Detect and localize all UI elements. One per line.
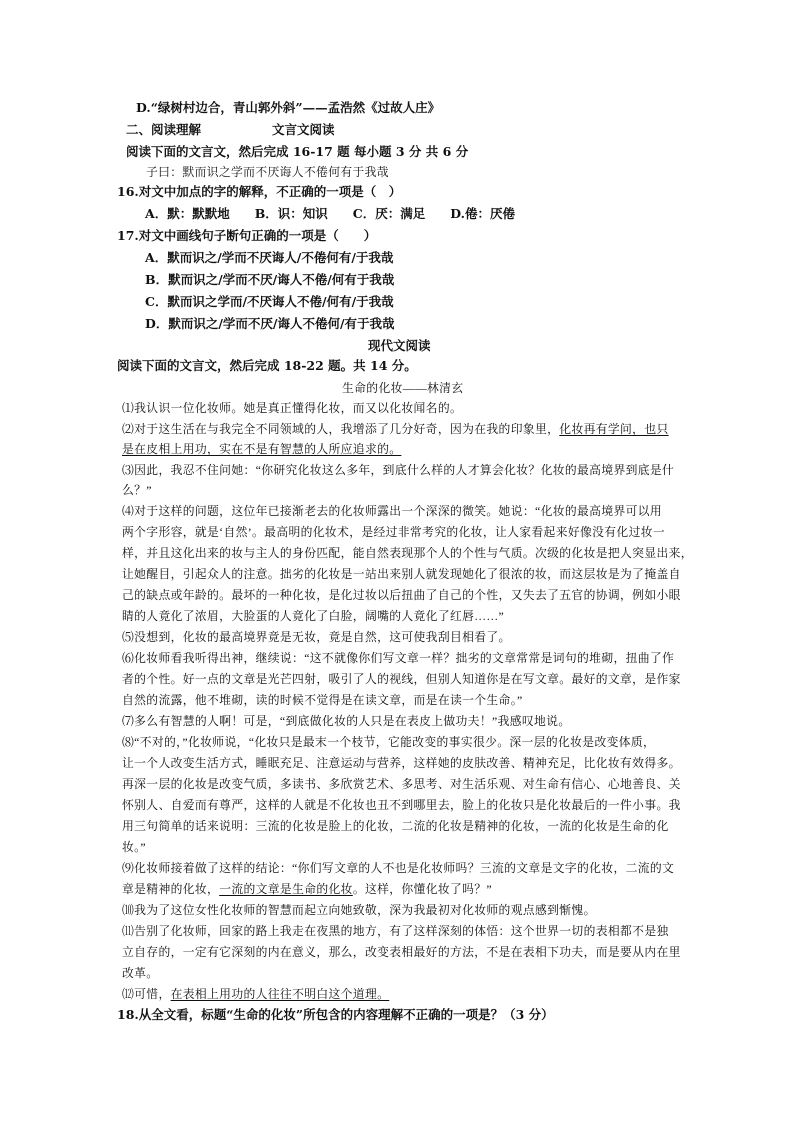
paragraph-1: ⑴我认识一位化妆师。她是真正懂得化妆，而又以化妆闻名的。 <box>122 401 463 415</box>
question-16: 16.对文中加点的字的解释，不正确的一项是（ ） <box>117 184 402 199</box>
q17-option: D．默而识之/学而不厌/诲人不倦何/有于我哉 <box>145 316 395 331</box>
paragraph-4: 样，并且这化出来的妆与主人的身份匹配，能自然表现那个人的个性与气质。次级的化妆是把人突显出来， <box>122 546 693 560</box>
paragraph-8: ⑻“不对的，”化妆师说，“化妆只是最末一个枝节，它能改变的事实很少。深一层的化妆是改变体质， <box>122 735 656 749</box>
paragraph-6: ⑹化妆师看我听得出神，继续说：“这不就像你们写文章一样？拙劣的文章常常是词句的堆砌，扭曲了作 <box>122 651 675 665</box>
paragraph-5: ⑸没想到，化妆的最高境界竟是无妆，竟是自然，这可使我刮目相看了。 <box>122 630 511 644</box>
paragraph-11: 改革。 <box>122 966 159 980</box>
paragraph-9: ⑼化妆师接着做了这样的结论：“你们写文章的人不也是化妆师吗？三流的文章是文字的化妆，二流的文 <box>122 861 675 875</box>
paragraph-4: 让她醒目，引起众人的注意。拙劣的化妆是一站出来别人就发现她化了很浓的妆，而这层妆是为了掩盖自 <box>122 567 681 581</box>
paragraph-3: 么？” <box>122 483 152 497</box>
paragraph-8: 用三句简单的话来说明：三流的化妆是脸上的化妆，二流的化妆是精神的化妆，一流的化妆是生命的化 <box>122 819 669 833</box>
paragraph-4: 己的缺点或年龄的。最坏的一种化妆，是化过妆以后扭曲了自己的个性，又失去了五官的协调，例如小眼 <box>122 588 681 602</box>
paragraph-6: 自然的流露，他不堆砌，读的时候不觉得是在读文章，而是在读一个生命。” <box>122 693 523 707</box>
paragraph-6: 者的个性。好一点的文章是光芒四射，吸引了人的视线，但别人知道你是在写文章。最好的文章，是作家 <box>122 672 681 686</box>
q17-option: C．默而识之学而/不厌诲人不倦/何有/于我哉 <box>145 294 394 309</box>
paragraph-8: 怀别人、自爱而有尊严，这样的人就是不化妆也丑不到哪里去，脸上的化妆只是化妆最后的一件小事。我 <box>122 798 681 812</box>
paragraph-11: ⑾告别了化妆师，回家的路上我走在夜黑的地方，有了这样深刻的体悟：这个世界一切的表相都不是独 <box>122 924 669 938</box>
modern-heading: 现代文阅读 <box>368 338 431 353</box>
classical-heading: 文言文阅读 <box>272 122 335 137</box>
article-title: 生命的化妆——林清玄 <box>342 381 464 395</box>
underlined-sentence: 在表相上用功的人往往不明白这个道理。 <box>170 987 390 1001</box>
classical-passage: 子曰：默而识之学而不厌诲人不倦何有于我哉 <box>146 165 389 179</box>
paragraph-4: ⑷对于这样的问题，这位年已接渐老去的化妆师露出一个深深的微笑。她说：“化妆的最高境界可以用 <box>122 504 663 518</box>
option-d: D.“绿树村边合，青山郭外斜”——孟浩然《过故人庄》 <box>136 100 441 115</box>
paragraph-8: 让一个人改变生活方式，睡眠充足、注意运动与营养，这样她的皮肤改善、精神充足，比化妆有效得多。 <box>122 756 681 770</box>
paragraph-4: 两个字形容，就是‘自然’。最高明的化妆术，是经过非常考究的化妆，让人家看起来好像没有化过妆一 <box>122 525 666 539</box>
underlined-sentence: 化妆再有学问，也只 <box>559 422 669 436</box>
paragraph-8: 妆。” <box>122 840 146 854</box>
paragraph-10: ⑽我为了这位女性化妆师的智慧而起立向她致敬，深为我最初对化妆师的观点感到惭愧。 <box>122 903 596 917</box>
classical-instruction: 阅读下面的文言文，然后完成 16-17 题 每小题 3 分 共 6 分 <box>126 144 469 159</box>
paragraph-12: ⑿可惜，在表相上用功的人往往不明白这个道理。 <box>122 987 390 1001</box>
paragraph-3: ⑶因此，我忍不住问她：“你研究化妆这么多年，到底什么样的人才算会化妆？化妆的最高境界到底是什 <box>122 463 675 477</box>
underlined-sentence: 一流的文章是生命的化妆 <box>219 882 353 896</box>
paragraph-7: ⑺多么有智慧的人啊！可是，“到底做化妆的人只是在表皮上做功夫！”我感叹地说。 <box>122 714 571 728</box>
underlined-sentence: 是在皮相上用功，实在不是有智慧的人所应追求的。 <box>122 442 402 456</box>
paragraph-9: 章是精神的化妆，一流的文章是生命的化妆。这样，你懂化妆了吗？” <box>122 882 493 896</box>
paragraph-8: 再深一层的化妆是改变气质，多读书、多欣赏艺术、多思考、对生活乐观、对生命有信心、心地善良、关 <box>122 777 681 791</box>
question-18: 18.从全文看，标题“生命的化妆”所包含的内容理解不正确的一项是？（3 分） <box>117 1007 554 1022</box>
paragraph-4: 睛的人竟化了浓眉，大脸蛋的人竟化了白脸，阔嘴的人竟化了红唇……” <box>122 609 505 623</box>
paragraph-11: 立自存的，一定有它深刻的内在意义，那么，改变表相最好的方法，不是在表相下功夫，而是要从内在里 <box>122 945 681 959</box>
paragraph-2: ⑵对于这生活在与我完全不同领域的人，我增添了几分好奇，因为在我的印象里，化妆再有学问，也只 <box>122 422 669 436</box>
q17-option: A．默而识之/学而不厌诲人/不倦何有/于我哉 <box>145 250 394 265</box>
question-17: 17.对文中画线句子断句正确的一项是（ ） <box>117 228 377 243</box>
section-heading: 二、阅读理解 <box>126 122 202 137</box>
question-16-options: A．默：默默地 B．识：知识 C．厌：满足 D.倦：厌倦 <box>145 206 515 221</box>
q17-option: B．默而识之/学而不厌/诲人不倦/何有于我哉 <box>145 272 395 287</box>
modern-instruction: 阅读下面的文言文，然后完成 18-22 题。共 14 分。 <box>117 358 417 373</box>
